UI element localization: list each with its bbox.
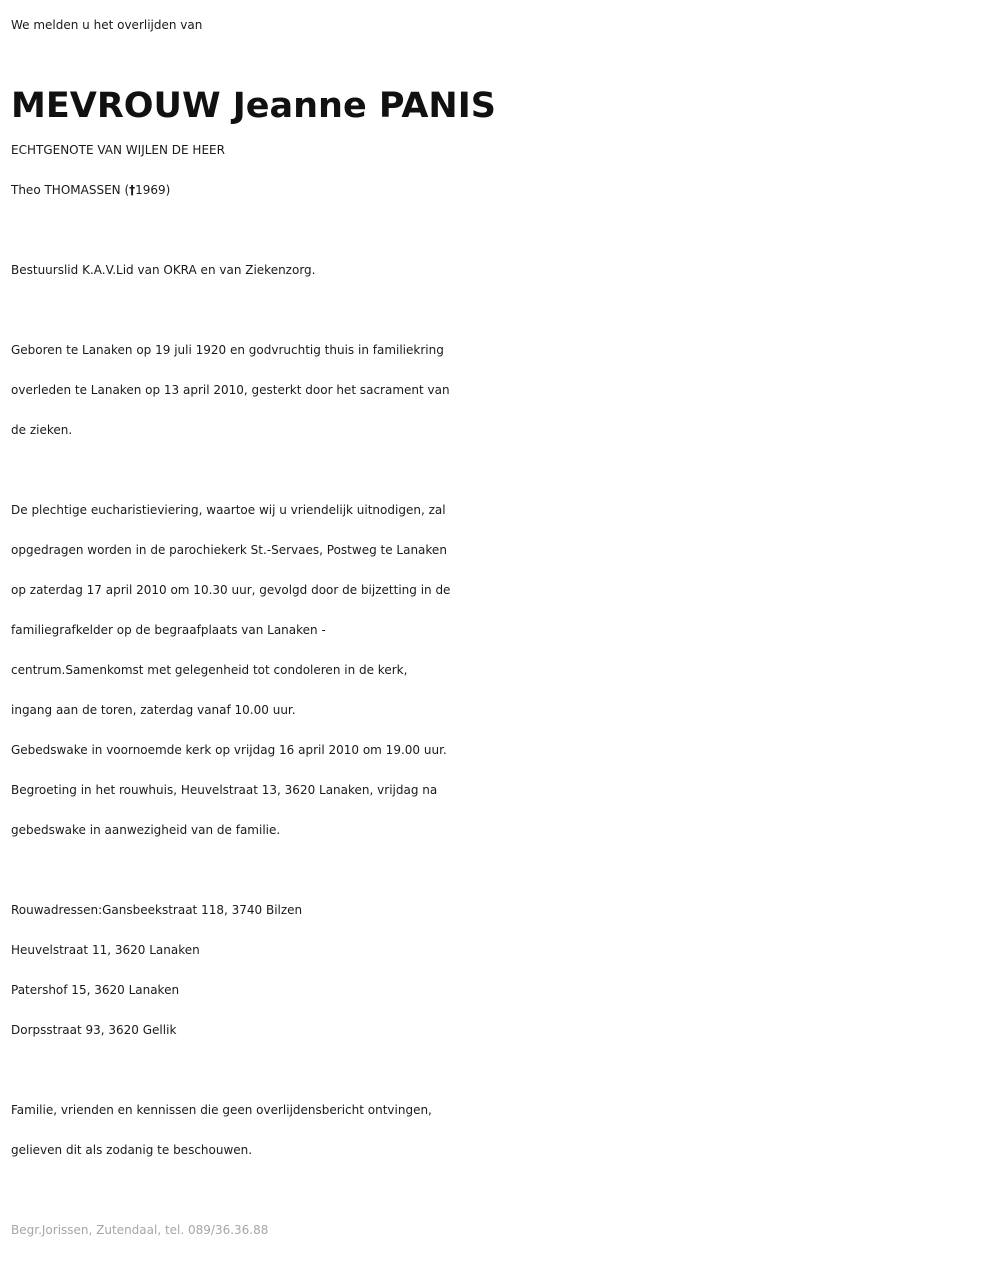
- address-line: Dorpsstraat 93, 3620 Gellik: [11, 1023, 177, 1037]
- funeral-line: op zaterdag 17 april 2010 om 10.30 uur, gevolgd door de bijzetting in de: [11, 583, 451, 597]
- spacer: [11, 450, 991, 490]
- closing-line: Familie, vrienden en kennissen die geen overlijdensbericht ontvingen,: [11, 1103, 432, 1117]
- obituary-notice: [11, 0, 991, 1250]
- address-line: Heuvelstraat 11, 3620 Lanaken: [11, 943, 200, 957]
- funeral-line: centrum.Samenkomst met gelegenheid tot condoleren in de kerk,: [11, 663, 408, 677]
- funeral-home-footer: Begr.Jorissen, Zutendaal, tel. 089/36.36.88: [11, 1223, 269, 1237]
- funeral-line: gebedswake in aanwezigheid van de familie.: [11, 823, 281, 837]
- birth-line: Geboren te Lanaken op 19 juli 1920 en godvruchtig thuis in familiekring: [11, 343, 444, 357]
- birth-line: overleden te Lanaken op 13 april 2010, gesterkt door het sacrament van: [11, 383, 450, 397]
- address-line: Rouwadressen:Gansbeekstraat 118, 3740 Bilzen: [11, 903, 303, 917]
- addresses-block: [11, 890, 991, 1050]
- funeral-line: familiegrafkelder op de begraafplaats van Lanaken -: [11, 623, 326, 637]
- address-line: Patershof 15, 3620 Lanaken: [11, 983, 180, 997]
- spacer: [11, 210, 991, 250]
- funeral-line: De plechtige eucharistieviering, waartoe wij u vriendelijk uitnodigen, zal: [11, 503, 446, 517]
- funeral-line: Gebedswake in voornoemde kerk op vrijdag 16 april 2010 om 19.00 uur.: [11, 743, 447, 757]
- spacer: [11, 850, 991, 890]
- spouse-line-1: ECHTGENOTE VAN WIJLEN DE HEER: [11, 143, 225, 157]
- birth-line: de zieken.: [11, 423, 73, 437]
- spacer: [11, 290, 991, 330]
- spouse-name: Theo THOMASSEN (: [11, 183, 130, 197]
- funeral-line: ingang aan de toren, zaterdag vanaf 10.00 uur.: [11, 703, 296, 717]
- deceased-name: MEVROUW Jeanne PANIS: [11, 86, 496, 126]
- spouse-death-year: 1969): [135, 183, 171, 197]
- funeral-line: opgedragen worden in de parochiekerk St.-Servaes, Postweg te Lanaken: [11, 543, 447, 557]
- spouse-line-2: [11, 170, 991, 210]
- spacer: [11, 1050, 991, 1090]
- funeral-line: Begroeting in het rouwhuis, Heuvelstraat 13, 3620 Lanaken, vrijdag na: [11, 783, 438, 797]
- closing-line: gelieven dit als zodanig te beschouwen.: [11, 1143, 253, 1157]
- closing-paragraph: [11, 1090, 991, 1170]
- intro-text: We melden u het overlijden van: [11, 18, 203, 32]
- spacer: [11, 1170, 991, 1210]
- membership-text: Bestuurslid K.A.V.Lid van OKRA en van Ziekenzorg.: [11, 263, 316, 277]
- birth-paragraph: [11, 330, 991, 450]
- funeral-paragraph: [11, 490, 991, 850]
- cross-icon: †: [129, 183, 136, 197]
